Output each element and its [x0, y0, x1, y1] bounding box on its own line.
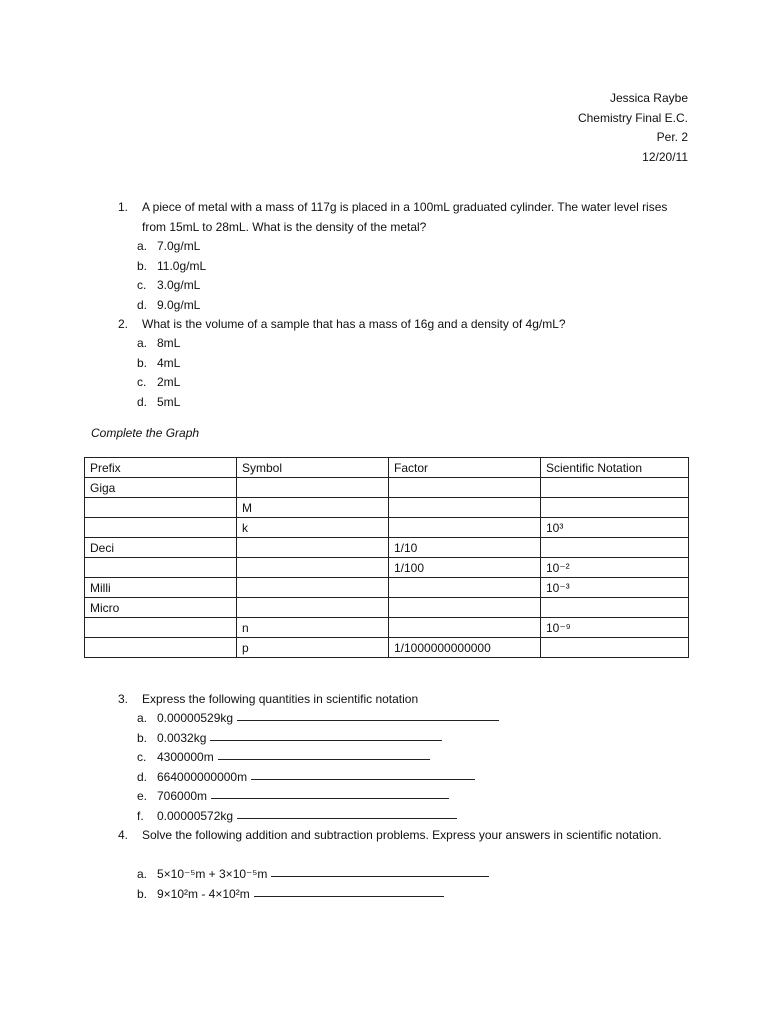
item-a: a. 5×10⁻⁵m + 3×10⁻⁵m [137, 865, 489, 885]
table-cell: 10⁻³ [541, 578, 689, 598]
item-b: b. 0.0032kg [137, 729, 499, 749]
item-a: a. 0.00000529kg [137, 709, 499, 729]
table-cell [389, 518, 541, 538]
question-4-items [137, 865, 489, 904]
table-cell [389, 618, 541, 638]
table-cell [389, 478, 541, 498]
answer-blank[interactable] [271, 865, 489, 877]
table-cell: 1/10 [389, 538, 541, 558]
header-factor: Factor [389, 458, 541, 478]
table-cell [541, 498, 689, 518]
table-cell [237, 578, 389, 598]
table-cell [85, 518, 237, 538]
table-row [85, 618, 689, 638]
option-a: a. 7.0g/mL [137, 239, 201, 253]
table-cell: Giga [85, 478, 237, 498]
item-f: f. 0.00000572kg [137, 807, 499, 827]
table-cell [541, 598, 689, 618]
table-row [85, 498, 689, 518]
table-row [85, 518, 689, 538]
table-cell: k [237, 518, 389, 538]
answer-blank[interactable] [251, 768, 475, 780]
student-name: Jessica Raybe [609, 91, 688, 105]
answer-blank[interactable] [211, 787, 449, 799]
table-row [85, 578, 689, 598]
graph-title: Complete the Graph [91, 426, 200, 440]
item-b: b. 9×10²m - 4×10²m [137, 885, 489, 905]
header-block [578, 89, 688, 167]
table-cell: Milli [85, 578, 237, 598]
table-row [85, 598, 689, 618]
table-row [85, 538, 689, 558]
table-cell [237, 598, 389, 618]
table-header-row [85, 458, 689, 478]
option-c: c. 3.0g/mL [137, 278, 201, 292]
table-cell: 1/1000000000000 [389, 638, 541, 658]
question-text: Solve the following addition and subtraction problems. Express your answers in scientific notation. [142, 828, 662, 842]
table-cell: 10⁻⁹ [541, 618, 689, 638]
table-row [85, 638, 689, 658]
date: 12/20/11 [642, 149, 688, 164]
option-b: b. 4mL [137, 355, 181, 370]
question-number: 1. [118, 200, 129, 214]
question-3 [118, 690, 678, 710]
table-cell [237, 538, 389, 558]
item-e: e. 706000m [137, 787, 499, 807]
option-b: b. 11.0g/mL [137, 258, 207, 273]
table-cell: M [237, 498, 389, 518]
question-text: Express the following quantities in scientific notation [142, 692, 419, 706]
table-cell: p [237, 638, 389, 658]
option-d: d. 9.0g/mL [137, 297, 201, 312]
question-2-options [137, 334, 180, 412]
table-row [85, 478, 689, 498]
answer-blank[interactable] [210, 729, 442, 741]
question-text: A piece of metal with a mass of 117g is placed in a 100mL graduated cylinder. The water level rises from 15mL to 28mL. What is the density of the metal? [142, 200, 668, 234]
table-cell [85, 618, 237, 638]
header-scientific-notation: Scientific Notation [541, 458, 689, 478]
header-symbol: Symbol [237, 458, 389, 478]
question-4 [118, 826, 678, 846]
table-cell: n [237, 618, 389, 638]
table-cell [85, 558, 237, 578]
table-cell [389, 498, 541, 518]
table-cell [237, 558, 389, 578]
answer-blank[interactable] [218, 748, 430, 760]
table-cell [389, 578, 541, 598]
class-period: Per. 2 [656, 130, 688, 144]
question-1 [118, 198, 678, 237]
option-a: a. 8mL [137, 336, 181, 350]
table-cell [541, 478, 689, 498]
table-cell [389, 598, 541, 618]
option-c: c. 2mL [137, 375, 181, 389]
question-3-items [137, 709, 499, 826]
table-cell [237, 478, 389, 498]
question-number: 4. [118, 828, 129, 842]
question-text: What is the volume of a sample that has a mass of 16g and a density of 4g/mL? [142, 317, 566, 331]
question-number: 3. [118, 692, 129, 706]
table-cell: 10³ [541, 518, 689, 538]
table-cell [85, 498, 237, 518]
question-number: 2. [118, 317, 129, 331]
answer-blank[interactable] [237, 807, 457, 819]
table-cell [541, 638, 689, 658]
item-c: c. 4300000m [137, 748, 499, 768]
table-cell: 1/100 [389, 558, 541, 578]
course-title: Chemistry Final E.C. [577, 110, 688, 125]
table-cell [85, 638, 237, 658]
table-cell: Deci [85, 538, 237, 558]
table-cell: 10⁻² [541, 558, 689, 578]
answer-blank[interactable] [237, 709, 499, 721]
answer-blank[interactable] [254, 885, 444, 897]
table-cell [541, 538, 689, 558]
option-d: d. 5mL [137, 394, 181, 409]
header-prefix: Prefix [85, 458, 237, 478]
table-row [85, 558, 689, 578]
item-d: d. 664000000000m [137, 768, 499, 788]
prefix-table [84, 457, 689, 658]
table-cell: Micro [85, 598, 237, 618]
question-1-options [137, 237, 206, 315]
question-2 [118, 315, 678, 335]
